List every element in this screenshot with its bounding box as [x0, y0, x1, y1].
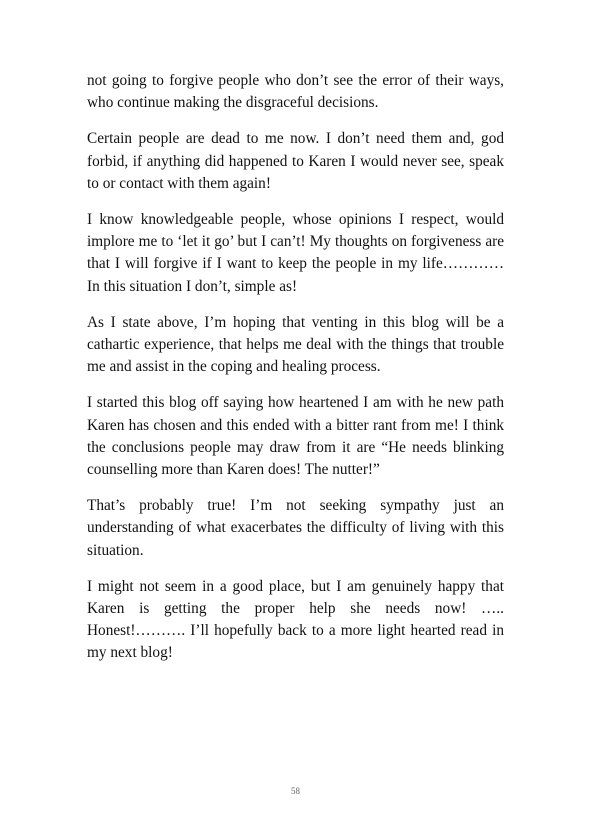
paragraph-7: I might not seem in a good place, but I am genuinely happy that Karen is getting the proper help she needs now! ….. Honest!………. I’ll hopefully back to a more light hearted read in my next blog! — [87, 577, 504, 662]
paragraph-4: As I state above, I’m hoping that venting in this blog will be a cathartic experience, that helps me deal with the things that trouble me and assist in the coping and healing process. — [87, 313, 504, 376]
paragraph-1: not going to forgive people who don’t see the error of their ways, who continue making the disgraceful decisions. — [87, 72, 504, 112]
paragraph-2: Certain people are dead to me now. I don’t need them and, god forbid, if anything did happened to Karen I would never see, speak to or contact with them again! — [87, 130, 504, 192]
paragraph-3: I know knowledgeable people, whose opinions I respect, would implore me to ‘let it go’ but I can’t! My thoughts on forgiveness are that I will forgive if I want to keep the people in my life………… In this situation I don’t, simple as! — [87, 211, 504, 295]
body-text — [87, 70, 504, 679]
paragraph-6: That’s probably true! I’m not seeking sympathy just an understanding of what exacerbates the difficulty of living with this situation. — [87, 497, 504, 559]
page-number: 58 — [291, 786, 300, 796]
paragraph-5: I started this blog off saying how heartened I am with he new path Karen has chosen and this ended with a bitter rant from me! I think the conclusions people may draw from it are “He needs blinking counselling more than Karen does! The nutter!” — [87, 394, 504, 479]
